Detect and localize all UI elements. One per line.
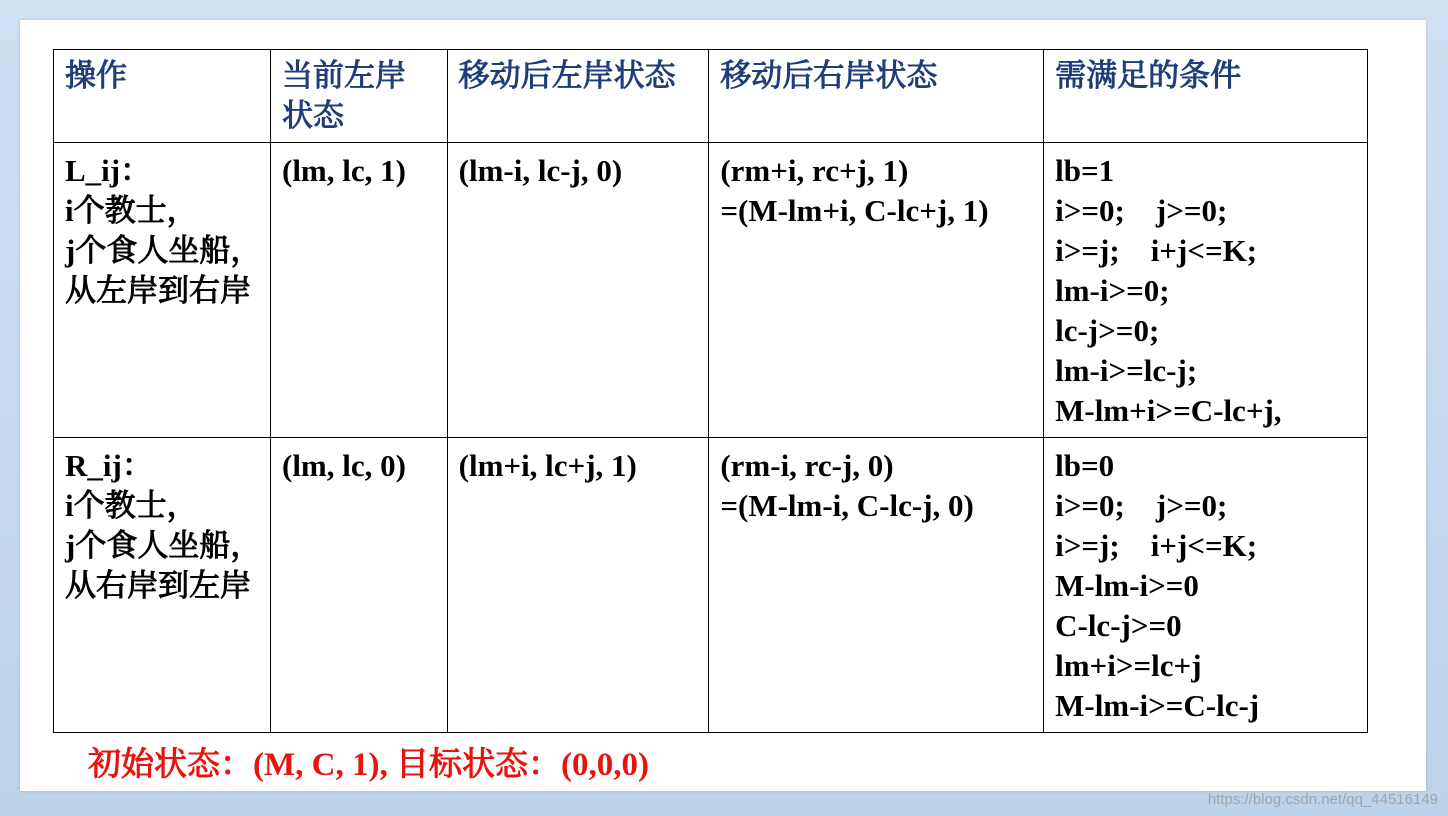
- watermark: https://blog.csdn.net/qq_44516149: [1207, 791, 1438, 808]
- slide: [20, 20, 1426, 791]
- cell-after-right: (rm+i, rc+j, 1) =(M-lm+i, C-lc+j, 1): [709, 143, 1044, 438]
- operations-table: [53, 49, 1368, 733]
- cell-current-left: (lm, lc, 0): [271, 438, 448, 733]
- table-row: [54, 438, 1368, 733]
- cell-operation: L_ij： i个教士， j个食人坐船， 从左岸到右岸: [54, 143, 271, 438]
- header-after-left: 移动后左岸状态: [447, 50, 709, 143]
- header-after-right: 移动后右岸状态: [709, 50, 1044, 143]
- cell-conditions: lb=1 i>=0; j>=0; i>=j; i+j<=K; lm-i>=0; lc-j>=0; lm-i>=lc-j; M-lm+i>=C-lc+j,: [1044, 143, 1368, 438]
- cell-after-left: (lm+i, lc+j, 1): [447, 438, 709, 733]
- cell-after-left: (lm-i, lc-j, 0): [447, 143, 709, 438]
- cell-after-right: (rm-i, rc-j, 0) =(M-lm-i, C-lc-j, 0): [709, 438, 1044, 733]
- header-operation: 操作: [54, 50, 271, 143]
- cell-conditions: lb=0 i>=0; j>=0; i>=j; i+j<=K; M-lm-i>=0 C-lc-j>=0 lm+i>=lc+j M-lm-i>=C-lc-j: [1044, 438, 1368, 733]
- initial-goal-state-text: 初始状态：(M, C, 1), 目标状态：(0,0,0): [88, 747, 649, 783]
- header-conditions: 需满足的条件: [1044, 50, 1368, 143]
- header-current-left: 当前左岸 状态: [271, 50, 448, 143]
- table-row: [54, 143, 1368, 438]
- cell-operation: R_ij： i个教士， j个食人坐船， 从右岸到左岸: [54, 438, 271, 733]
- table-header-row: [54, 50, 1368, 143]
- cell-current-left: (lm, lc, 1): [271, 143, 448, 438]
